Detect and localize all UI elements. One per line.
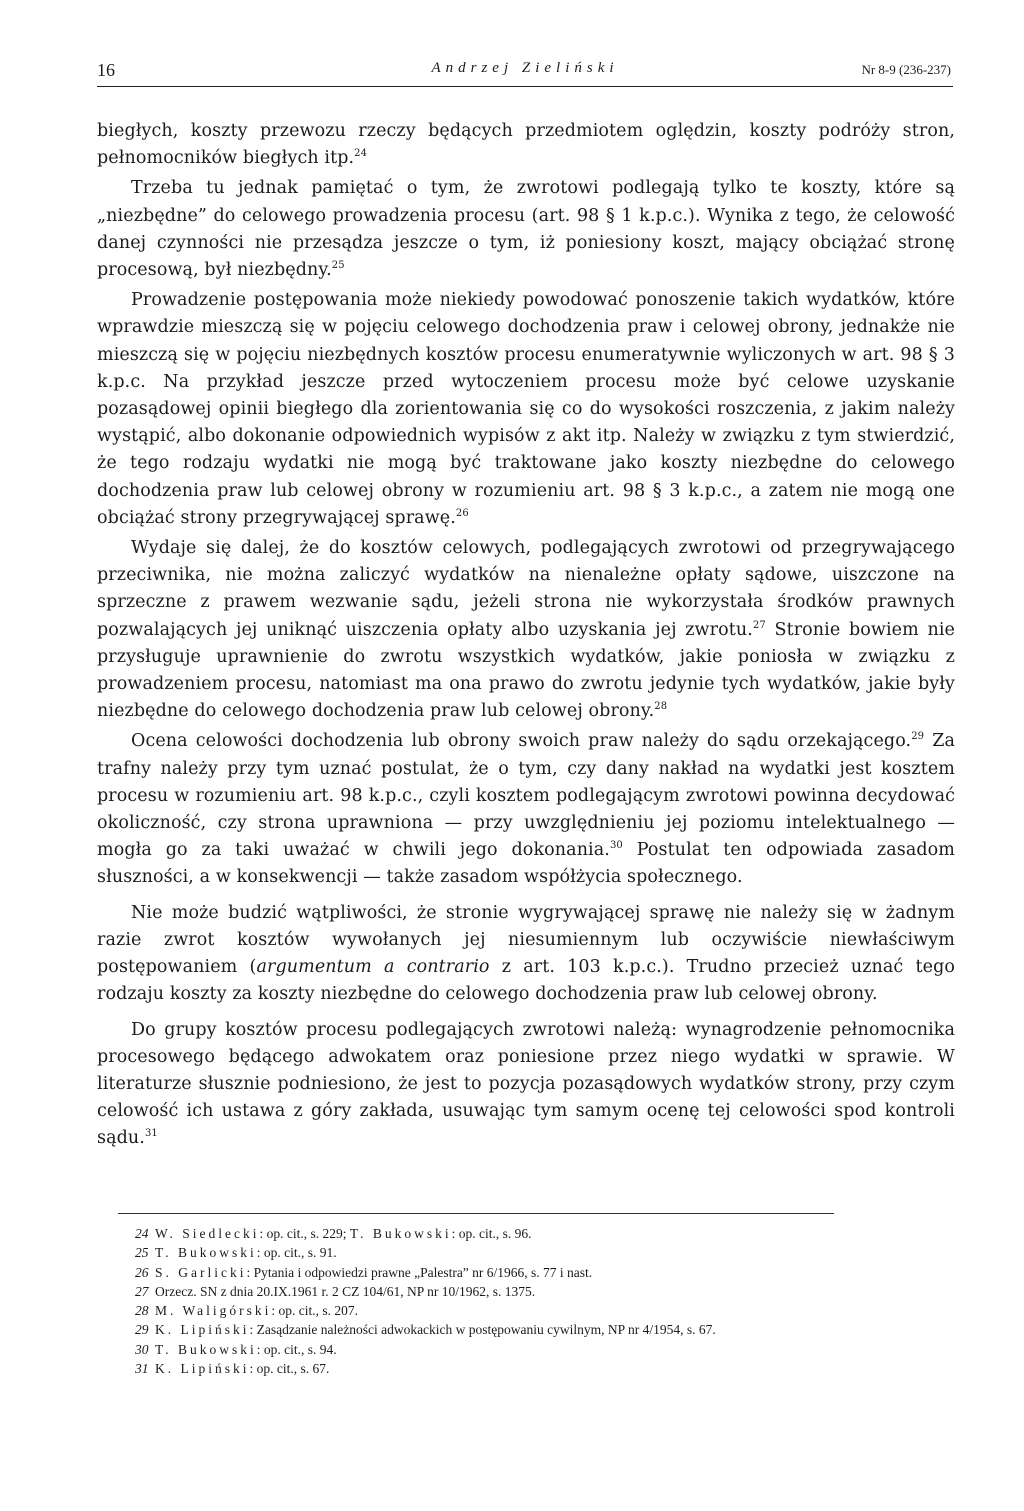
footnote-number: 26 [135,1264,149,1280]
text-run: Ocena celowości dochodzenia lub obrony swoich praw należy do sądu orzekającego. [131,731,912,752]
paragraph-5 [97,728,955,891]
page-number: 16 [97,60,115,80]
footnote-28 [97,1301,955,1320]
footnote-text: : op. cit., s. 91. [256,1245,337,1261]
footnote-text: : op. cit., s. 94. [256,1341,337,1357]
paragraph-3 [97,287,955,532]
text-run: z art. 103 k.p.c.). Trudno przecież uznać tego rodzaju koszty za koszty niezbędne do celowego dochodzenia praw lub celowej obrony. [97,957,956,1005]
header-author: Andrzej Zieliński [431,60,619,76]
footnote-author: M. Waligórski [155,1303,272,1319]
footnote-text: : op. cit., s. 96. [451,1226,532,1241]
footnote-author: T. Bukowski [155,1341,257,1357]
header-issue: Nr 8-9 (236-237) [861,62,951,77]
paragraph-2 [97,175,955,284]
text-run: Stronie bowiem nie przysługuje uprawnienie do zwrotu wszystkich wydatków, jakie poniosła w związku z prowadzeniem procesu, natomiast ma ona prawo do zwrotu jedynie tych wydatków, jakie były niezbędne do celowego dochodzenia praw lub celowej obrony. [97,619,955,722]
footnote-26 [97,1263,955,1282]
text-run: Prowadzenie postępowania może niekiedy powodować ponoszenie takich wydatków, które wprawdzie mieszczą się w pojęciu celowego dochodzenia praw i celowej obrony, jednakże nie mieszczą się w pojęciu niezbędnych kosztów procesu enumeratywnie wyliczonych w art. 98 § 3 k.p.c. Na przykład jeszcze przed wytoczeniem procesu może być celowe uzyskanie pozasądowej opinii biegłego dla zorientowania się co do wysokości roszczenia, z jakim należy wystąpić, albo dokonanie odpowiednich wypisów z akt itp. Należy w związku z tym stwierdzić, że tego rodzaju wydatki nie mogą być traktowane jako koszty niezbędne do celowego dochodzenia praw lub celowej obrony w rozumieniu art. 98 § 3 k.p.c., a zatem nie mogą one obciążać strony przegrywającej sprawę. [97,290,955,528]
text-run: Postulat ten odpowiada zasadom słuszności, a w konsekwencji — także zasadom współżycia społecznego. [97,840,956,888]
paragraph-6 [97,900,955,1009]
footnote-separator [118,1213,834,1214]
footnote-ref: 30 [609,840,623,852]
text-run: Do grupy kosztów procesu podlegających zwrotowi należą: wynagrodzenie pełnomocnika procesowego będącego adwokatem oraz poniesione przez niego wydatki w sprawie. W literaturze słusznie podniesiono, że jest to pozycja pozasądowych wydatków strony, przy czym celowość ich ustawa z góry zakłada, usuwając tym samym ocenę tej celowości spod kontroli sądu. [97,1019,955,1149]
footnote-author: S. Garlicki [155,1264,247,1280]
footnote-author: K. Lipiński [155,1322,250,1338]
footnote-25 [97,1243,955,1262]
footnote-ref: 29 [911,731,925,743]
footnote-author: T. Bukowski [155,1245,257,1261]
footnote-number: 25 [135,1245,149,1261]
footnote-author: T. Bukowski [349,1226,452,1241]
footnote-ref: 28 [654,701,668,713]
footnote-text: : Zasądzanie należności adwokackich w postępowaniu cywilnym, NP nr 4/1954, s. 67. [249,1322,716,1338]
paragraph-7 [97,1017,955,1153]
footnote-author: W. Siedlecki [155,1226,260,1241]
footnote-author: K. Lipiński [155,1361,250,1377]
footnote-text: : op. cit., s. 67. [249,1361,330,1377]
text-run: Wydaje się dalej, że do kosztów celowych, podlegających zwrotowi od przegrywającego przeciwnika, nie można zaliczyć wydatków na nienależne opłaty sądowe, uiszczone na sprzeczne z prawem wezwanie sądu, jeżeli strona nie wykorzystała środków prawnych pozwalających jej uniknąć uiszczenia opłaty albo uzyskania jej zwrotu. [97,538,955,640]
italic-phrase: argumentum a contrario [256,957,490,978]
running-header [97,58,953,87]
footnote-30 [97,1340,955,1359]
main-text [97,118,955,1153]
text-run: biegłych, koszty przewozu rzeczy będących przedmiotem oględzin, koszty podróży stron, pełnomocników biegłych itp. [97,121,955,169]
footnote-number: 28 [135,1303,149,1319]
footnote-ref: 24 [354,148,368,160]
footnote-text: Orzecz. SN z dnia 20.IX.1961 r. 2 CZ 104/61, NP nr 10/1962, s. 1375. [155,1283,536,1299]
footnote-number: 31 [135,1361,149,1377]
footnote-ref: 26 [455,508,469,520]
paragraph-4 [97,535,955,725]
footnote-text: : op. cit., s. 229; [259,1226,350,1241]
footnote-number: 24 [135,1226,149,1241]
footnote-ref: 25 [331,260,345,272]
paragraph-1 [97,118,955,172]
footnote-number: 30 [135,1341,149,1357]
footnote-text: : Pytania i odpowiedzi prawne „Palestra” nr 6/1966, s. 77 i nast. [246,1264,593,1280]
footnote-27 [97,1282,955,1301]
footnote-text: : op. cit., s. 207. [271,1303,359,1319]
text-run: Trzeba tu jednak pamiętać o tym, że zwrotowi podlegają tylko te koszty, które są „niezbędne” do celowego prowadzenia procesu (art. 98 § 1 k.p.c.). Wynika z tego, że celowość danej czynności nie przesądza jeszcze o tym, iż poniesiony koszt, mający obciążać stronę procesową, był niezbędny. [97,178,955,281]
text-run: Za trafny należy przy tym uznać postulat, że o tym, czy dany nakład na wydatki jest kosztem procesu w rozumieniu art. 98 k.p.c., czyli kosztem podlegającym zwrotowi powinna decydować okoliczność, czy strona uprawniona — przy uwzględnieniu jej poziomu intelektualnego — mogła go za taki uważać w chwili jego dokonania. [97,731,955,861]
footnote-29 [97,1320,955,1339]
footnote-24 [97,1224,955,1243]
footnote-ref: 27 [752,619,766,631]
footnote-31 [97,1359,955,1378]
text-run: Nie może budzić wątpliwości, że stronie wygrywającej sprawę nie należy się w żadnym razie zwrot kosztów wywołanych jej niesumiennym lub oczywiście niewłaściwym postępowaniem ( [97,902,955,978]
footnote-ref: 31 [144,1128,158,1140]
footnote-number: 29 [135,1322,149,1338]
footnotes [97,1224,955,1378]
footnote-number: 27 [135,1283,149,1299]
